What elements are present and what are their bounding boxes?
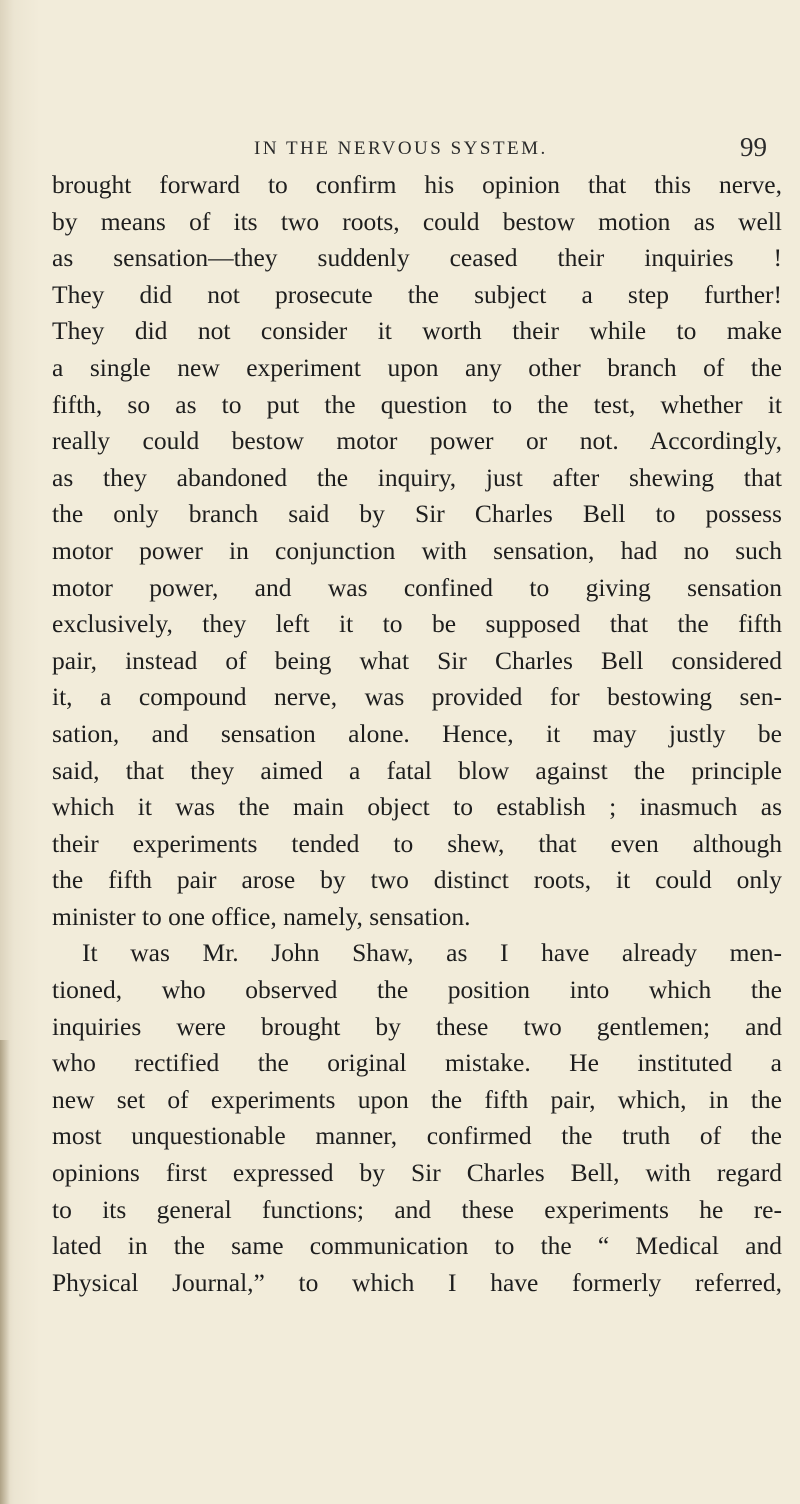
page-edge-shadow bbox=[0, 1040, 10, 1504]
running-head bbox=[0, 132, 800, 162]
text-line: motor power, and was confined to giving sensation bbox=[52, 572, 782, 602]
page-number: 99 bbox=[740, 132, 767, 162]
text-line: who rectified the original mistake. He instituted a bbox=[52, 1048, 782, 1078]
paragraph-start-line: It was Mr. John Shaw, as I have already men- bbox=[82, 938, 782, 968]
text-line: new set of experiments upon the fifth pair, which, in the bbox=[52, 1084, 782, 1114]
text-line: opinions first expressed by Sir Charles Bell, with regard bbox=[52, 1158, 782, 1188]
text-line: as they abandoned the inquiry, just after shewing that bbox=[52, 462, 782, 492]
text-line: lated in the same communication to the “ Medical and bbox=[52, 1231, 782, 1261]
text-line: the only branch said by Sir Charles Bell to possess bbox=[52, 499, 782, 529]
text-line: They did not prosecute the subject a step further! bbox=[52, 279, 782, 309]
text-line: as sensation—they suddenly ceased their inquiries ! bbox=[52, 243, 782, 273]
text-line: Physical Journal,” to which I have formerly referred, bbox=[52, 1267, 782, 1297]
text-line: inquiries were brought by these two gentlemen; and bbox=[52, 1011, 782, 1041]
text-line: They did not consider it worth their while to make bbox=[52, 316, 782, 346]
running-head-title: IN THE NERVOUS SYSTEM. bbox=[254, 138, 548, 159]
text-line: really could bestow motor power or not. Accordingly, bbox=[52, 426, 782, 456]
text-line: motor power in conjunction with sensation, had no such bbox=[52, 535, 782, 565]
text-line: pair, instead of being what Sir Charles Bell considered bbox=[52, 645, 782, 675]
text-line: the fifth pair arose by two distinct roots, it could only bbox=[52, 865, 782, 895]
paragraph-end-line: minister to one office, namely, sensation. bbox=[52, 901, 471, 931]
text-line: brought forward to confirm his opinion that this nerve, bbox=[52, 170, 782, 199]
text-line: it, a compound nerve, was provided for bestowing sen- bbox=[52, 682, 782, 712]
text-line: by means of its two roots, could bestow motion as well bbox=[52, 206, 782, 236]
text-line: most unquestionable manner, confirmed the truth of the bbox=[52, 1121, 782, 1151]
text-line: said, that they aimed a fatal blow against the principle bbox=[52, 755, 782, 785]
text-line: their experiments tended to shew, that even although bbox=[52, 828, 782, 858]
text-line: which it was the main object to establish ; inasmuch as bbox=[52, 792, 782, 822]
text-line: fifth, so as to put the question to the test, whether it bbox=[52, 389, 782, 419]
body-text bbox=[52, 167, 782, 1301]
text-line: tioned, who observed the position into which the bbox=[52, 975, 782, 1005]
text-line: sation, and sensation alone. Hence, it may justly be bbox=[52, 718, 782, 748]
text-line: a single new experiment upon any other branch of the bbox=[52, 352, 782, 382]
text-line: to its general functions; and these experiments he re- bbox=[52, 1194, 782, 1224]
text-line: exclusively, they left it to be supposed that the fifth bbox=[52, 609, 782, 639]
